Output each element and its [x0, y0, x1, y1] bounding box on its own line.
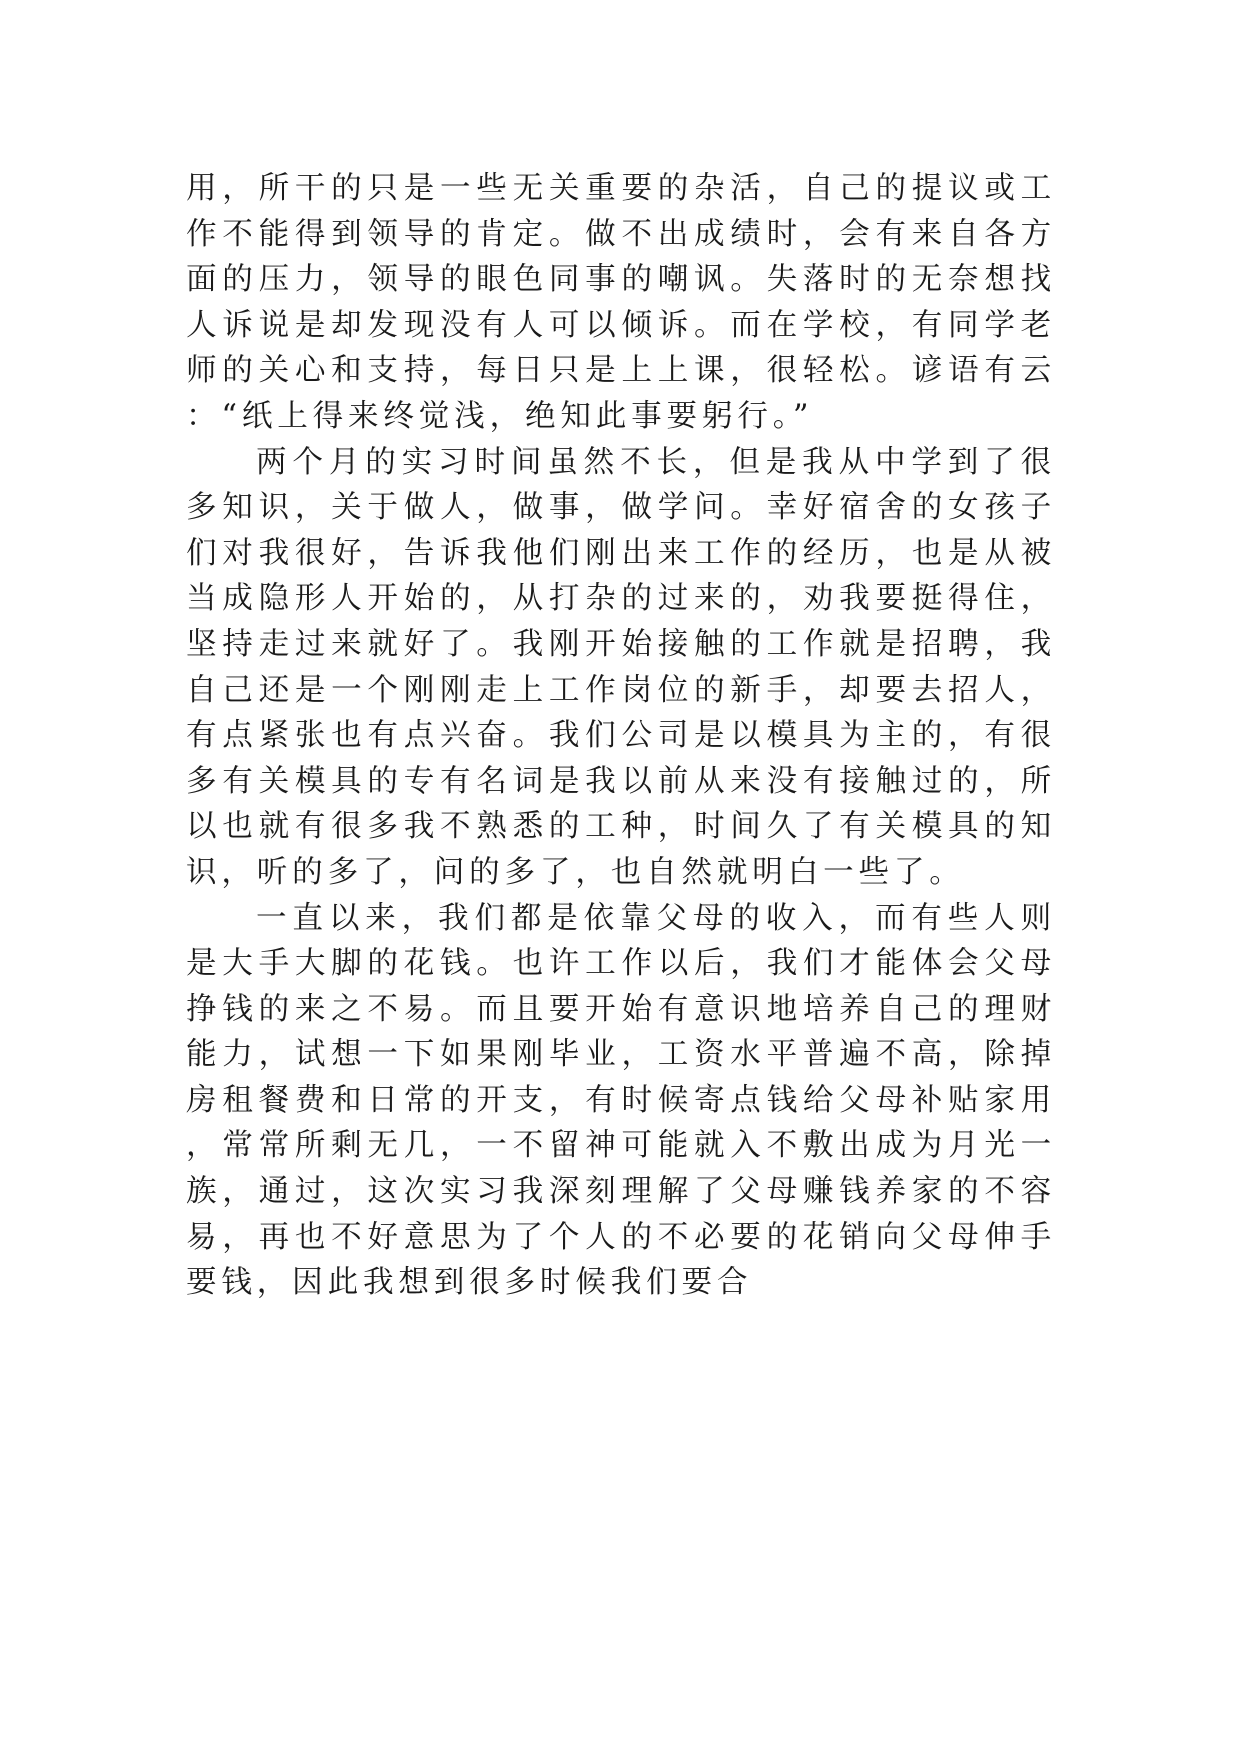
paragraph-internship-lessons: 两个月的实习时间虽然不长，但是我从中学到了很多知识，关于做人，做事，做学问。幸好宿舍的女孩子们对我很好，告诉我他们刚出来工作的经历，也是从被当成隐形人开始的，从打杂的过来的，劝我要挺得住，坚持走过来就好了。我刚开始接触的工作就是招聘，我自己还是一个刚刚走上工作岗位的新手，却要去招人，有点紧张也有点兴奋。我们公司是以模具为主的，有很多有关模具的专有名词是我以前从来没有接触过的，所以也就有很多我不熟悉的工种，时间久了有关模具的知识，听的多了，问的多了，也自然就明白一些了。 [186, 444, 1056, 890]
paragraph-continuation: 用，所干的只是一些无关重要的杂活，自己的提议或工作不能得到领导的肯定。做不出成绩时，会有来自各方面的压力，领导的眼色同事的嘲讽。失落时的无奈想找人诉说是却发现没有人可以倾诉。而在学校，有同学老师的关心和支持，每日只是上上课，很轻松。谚语有云：“纸上得来终觉浅，绝知此事要躬行。” [186, 171, 1056, 434]
document-page [186, 166, 1056, 1306]
paragraph-financial-awareness: 一直以来，我们都是依靠父母的收入，而有些人则是大手大脚的花钱。也许工作以后，我们才能体会父母挣钱的来之不易。而且要开始有意识地培养自己的理财能力，试想一下如果刚毕业，工资水平普遍不高，除掉房租餐费和日常的开支，有时候寄点钱给父母补贴家用，常常所剩无几，一不留神可能就入不敷出成为月光一族，通过，这次实习我深刻理解了父母赚钱养家的不容易，再也不好意思为了个人的不必要的花销向父母伸手要钱，因此我想到很多时候我们要合 [186, 900, 1056, 1301]
